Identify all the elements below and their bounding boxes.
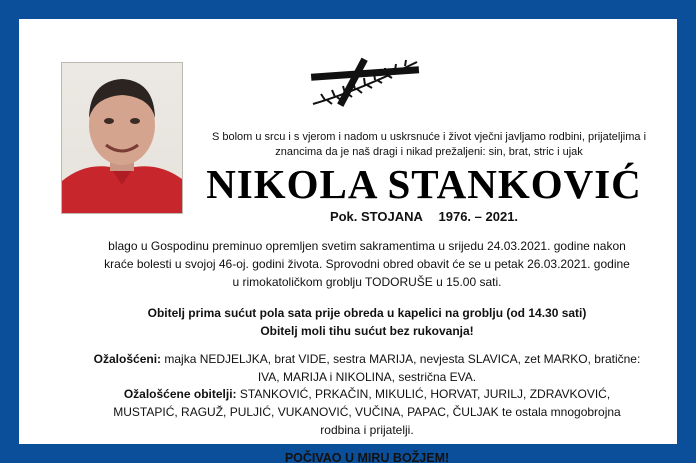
families-label: Ožalošćene obitelji: bbox=[123, 387, 237, 401]
deceased-subtitle bbox=[189, 209, 659, 224]
intro-line-2: znancima da je naš dragi i nikad prežaljeni: sin, brat, stric i ujak bbox=[275, 146, 583, 158]
announcement-line-1: blago u Gospodinu preminuo opremljen svetim sakramentima u srijedu 24.03.2021. godine nakon bbox=[108, 239, 626, 253]
notice-line-2: Obitelj moli tihu sućut bez rukovanja! bbox=[260, 324, 474, 338]
father-name: Pok. STOJANA bbox=[329, 209, 423, 224]
announcement-line-3: u rimokatoličkom groblju TODORUŠE u 15.00 sati. bbox=[232, 275, 502, 289]
mourners-line-1: majka NEDJELJKA, brat VIDE, sestra MARIJA, nevjesta SLAVICA, zet MARKO, bratične: bbox=[164, 352, 641, 366]
notice-line-1: Obitelj prima sućut pola sata prije obreda u kapelici na groblju (od 14.30 sati) bbox=[147, 306, 587, 320]
families-line-3: rodbina i prijatelji. bbox=[320, 423, 414, 437]
intro-line-1: S bolom u srcu i s vjerom i nadom u uskrsnuće i život vječni javljamo rodbini, prijateljima i bbox=[211, 131, 647, 143]
condolence-notice bbox=[47, 304, 687, 340]
announcement-line-2: kraće bolesti u svojoj 46-oj. godini života. Sprovodni obred obavit će se u petak 26.03.2021. godine bbox=[104, 257, 630, 271]
cross-with-palm-icon bbox=[305, 52, 425, 108]
families-list bbox=[47, 385, 687, 439]
deceased-name: NIKOLA STANKOVIĆ bbox=[206, 161, 642, 207]
mourners-line-2: IVA, MARIJA i NIKOLINA, sestrična EVA. bbox=[257, 370, 477, 384]
intro-text bbox=[189, 130, 669, 160]
portrait-photo bbox=[61, 62, 183, 214]
closing-text: POČIVAO U MIRU BOŽJEM! bbox=[284, 451, 450, 465]
mourners-label: Ožalošćeni: bbox=[93, 352, 162, 366]
mourners-list bbox=[47, 350, 687, 386]
families-line-2: MUSTAPIĆ, RAGUŽ, PULJIĆ, VUKANOVIĆ, VUČINA, PAPAC, ČULJAK te ostala mnogobrojna bbox=[113, 405, 621, 419]
life-years: 1976. – 2021. bbox=[438, 209, 519, 224]
families-line-1: STANKOVIĆ, PRKAČIN, MIKULIĆ, HORVAT, JURILJ, ZDRAVKOVIĆ, bbox=[239, 387, 611, 401]
announcement-text bbox=[47, 237, 687, 291]
